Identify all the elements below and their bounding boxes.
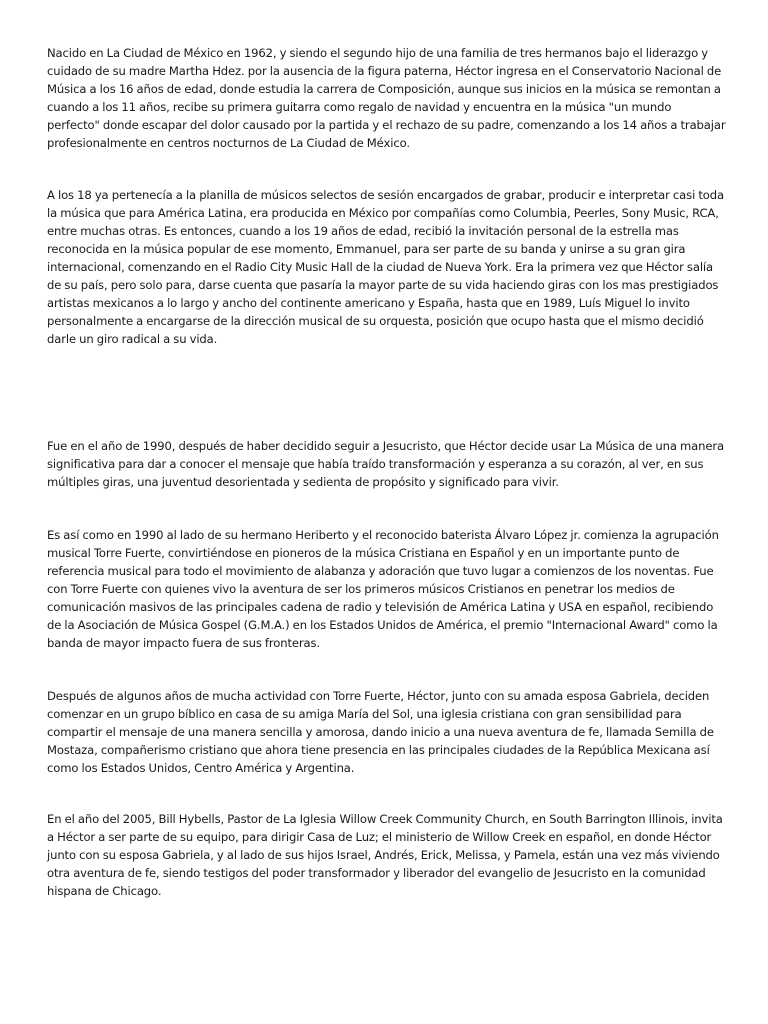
paragraph-conversion: Fue en el año de 1990, después de haber decidido seguir a Jesucristo, que Héctor decide usar La Música de una manera significativa para dar a conocer el mensaje que había traído transformación y esperanza a su corazón, al ver, en sus múltiples giras, una juventud desorientada y sedienta de propósito y significado para vivir. xyxy=(47,439,725,489)
paragraph-casa-de-luz: En el año del 2005, Bill Hybells, Pastor de La Iglesia Willow Creek Community Church, en South Barrington Illinois, invita a Héctor a ser parte de su equipo, para dirigir Casa de Luz; el ministerio de Willow Creek en español, en donde Héctor junto con su esposa Gabriela, y al lado de sus hijos Israel, Andrés, Erick, Melissa, y Pamela, están una vez más viviendo otra aventura de fe, siendo testigos del poder transformador y liberador del evangelio de Jesucristo en la comunidad hispana de Chicago. xyxy=(47,812,723,898)
paragraph-childhood: Nacido en La Ciudad de México en 1962, y siendo el segundo hijo de una familia de tres hermanos bajo el liderazgo y cuidado de su madre Martha Hdez. por la ausencia de la figura paterna, Héctor ingresa en el Conservatorio Nacional de Música a los 16 años de edad, donde estudia la carrera de Composición, aunque sus inicios en la música se remontan a cuando a los 11 años, recibe su primera guitarra como regalo de navidad y encuentra en la música "un mundo perfecto" donde escapar del dolor causado por la partida y el rechazo de su padre, comenzando a los 14 años a trabajar profesionalmente en centros nocturnos de La Ciudad de México. xyxy=(47,46,726,150)
paragraph-torre-fuerte: Es así como en 1990 al lado de su hermano Heriberto y el reconocido baterista Álvaro López jr. comienza la agrupación musical Torre Fuerte, convirtiéndose en pioneros de la música Cristiana en Español y en un importante punto de referencia musical para todo el movimiento de alabanza y adoración que tuvo lugar a comienzos de los noventas. Fue con Torre Fuerte con quienes vivo la aventura de ser los primeros músicos Cristianos en penetrar los medios de comunicación masivos de las principales cadena de radio y televisión de América Latina y USA en español, recibiendo de la Asociación de Música Gospel (G.M.A.) en los Estados Unidos de América, el premio "Internacional Award" como la banda de mayor impacto fuera de sus fronteras. xyxy=(47,528,719,650)
paragraph-semilla-de-mostaza: Después de algunos años de mucha actividad con Torre Fuerte, Héctor, junto con su amada esposa Gabriela, deciden comenzar en un grupo bíblico en casa de su amiga María del Sol, una iglesia cristiana con gran sensibilidad para compartir el mensaje de una manera sencilla y amorosa, dando inicio a una nueva aventura de fe, llamada Semilla de Mostaza, compañerismo cristiano que ahora tiene presencia en las principales ciudades de la República Mexicana así como los Estados Unidos, Centro América y Argentina. xyxy=(47,689,714,775)
paragraph-session-musician: A los 18 ya pertenecía a la planilla de músicos selectos de sesión encargados de grabar, producir e interpretar casi toda la música que para América Latina, era producida en México por compañías como Columbia, Peerles, Sony Music, RCA, entre muchas otras. Es entonces, cuando a los 19 años de edad, recibió la invitación personal de la estrella mas reconocida en la música popular de ese momento, Emmanuel, para ser parte de su banda y unirse a su gran gira internacional, comenzando en el Radio City Music Hall de la ciudad de Nueva York. Era la primera vez que Héctor salía de su país, pero solo para, darse cuenta que pasaría la mayor parte de su vida haciendo giras con los mas prestigiados artistas mexicanos a lo largo y ancho del continente americano y España, hasta que en 1989, Luís Miguel lo invito personalmente a encargarse de la dirección musical de su orquesta, posición que ocupo hasta que el mismo decidió darle un giro radical a su vida. xyxy=(47,188,724,346)
